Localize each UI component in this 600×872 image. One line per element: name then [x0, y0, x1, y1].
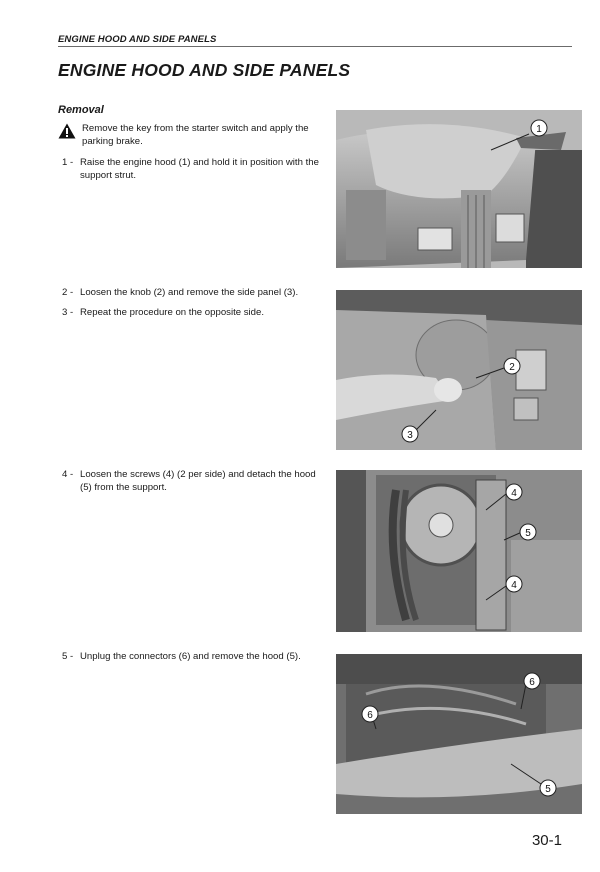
step-text: Loosen the screws (4) (2 per side) and detach the hood (5) from the support. — [80, 469, 316, 493]
callout-label: 4 — [511, 580, 517, 591]
step-text: Unplug the connectors (6) and remove the hood (5). — [80, 651, 301, 662]
warning-text: Remove the key from the starter switch and apply the parking brake. — [82, 123, 309, 147]
section-heading: Removal — [58, 104, 104, 116]
header-rule — [58, 46, 572, 47]
step-number: 2 - — [62, 287, 74, 298]
callout-label: 5 — [525, 528, 531, 539]
callout-label: 6 — [367, 710, 373, 721]
photo-hood-raised — [336, 110, 582, 268]
callout-label: 2 — [509, 362, 515, 373]
step-text: Raise the engine hood (1) and hold it in position with the support strut. — [80, 157, 319, 181]
photo-hood-screws — [336, 470, 582, 632]
running-header: ENGINE HOOD AND SIDE PANELS — [58, 34, 217, 45]
callout-label: 3 — [407, 430, 413, 441]
warning-triangle-icon — [58, 123, 76, 139]
step-text: Repeat the procedure on the opposite side. — [80, 307, 265, 318]
page-number: 30-1 — [531, 832, 562, 849]
step-text: Loosen the knob (2) and remove the side panel (3). — [80, 287, 299, 298]
callout-label: 6 — [529, 677, 535, 688]
callout-label: 4 — [511, 488, 517, 499]
page-title: ENGINE HOOD AND SIDE PANELS — [58, 60, 351, 80]
step-number: 3 - — [62, 307, 74, 318]
photo-side-panel — [336, 290, 582, 450]
callout-label: 5 — [545, 784, 551, 795]
step-number: 1 - — [62, 157, 74, 168]
step-number: 4 - — [62, 469, 74, 480]
callout-label: 1 — [536, 124, 542, 135]
photo-connectors — [336, 654, 582, 814]
step-number: 5 - — [62, 651, 74, 662]
